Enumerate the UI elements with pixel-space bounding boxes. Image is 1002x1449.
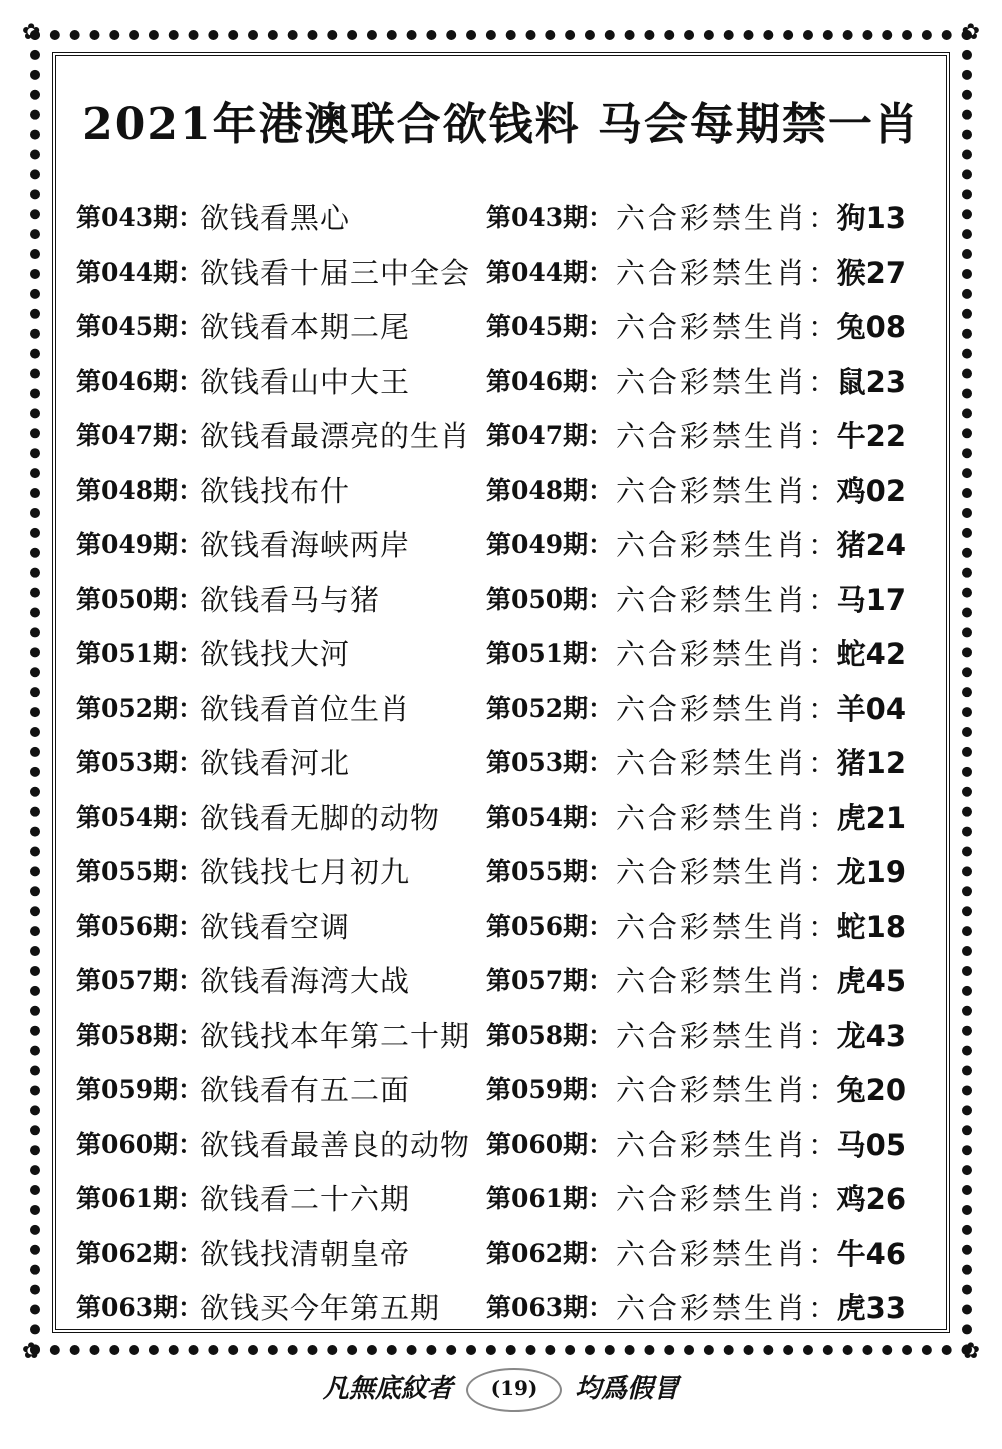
hint-text: 欲钱看最漂亮的生肖 [200,419,471,453]
period-left: 第046期： [76,366,204,396]
period-right: 第058期： [486,1020,614,1050]
forbidden-zodiac-label: 六合彩禁生肖： [616,1182,841,1216]
round-seal-icon [466,1368,562,1412]
list-item [76,1226,906,1281]
period-right: 第062期： [486,1238,614,1268]
period-left: 第043期： [76,203,204,232]
flower-ornament-icon: ✿ [22,20,41,45]
period-list [76,190,906,1335]
list-item [76,1280,906,1335]
forbidden-zodiac-label: 六合彩禁生肖： [616,1291,841,1325]
period-left: 第061期： [76,1184,204,1213]
hint-text: 欲钱看黑心 [200,201,351,235]
hint-text: 欲钱看首位生肖 [200,691,411,726]
period-left: 第057期： [76,966,204,995]
period-left: 第055期： [76,857,204,886]
hint-text: 欲钱找布什 [200,473,351,508]
period-left: 第058期： [76,1020,204,1050]
list-item [76,735,906,790]
zodiac-result: 牛46 [836,1236,906,1271]
list-item [76,408,906,463]
forbidden-zodiac-label: 六合彩禁生肖： [616,255,841,290]
list-item [76,517,906,572]
period-right: 第054期： [486,802,614,832]
zodiac-result: 马17 [836,582,906,617]
page-number: (19) [490,1376,538,1400]
flower-ornament-icon: ✿ [961,1339,980,1364]
list-item [76,790,906,845]
period-right: 第043期： [486,203,614,232]
forbidden-zodiac-label: 六合彩禁生肖： [616,1127,841,1162]
period-left: 第056期： [76,911,204,941]
hint-text: 欲钱看无脚的动物 [200,800,441,835]
forbidden-zodiac-label: 六合彩禁生肖： [616,419,841,453]
footer-notice [0,1368,1002,1412]
zodiac-result: 鸡02 [836,473,906,508]
forbidden-zodiac-label: 六合彩禁生肖： [616,582,841,617]
zodiac-result: 马05 [836,1127,906,1162]
period-left: 第049期： [76,530,204,559]
zodiac-result: 龙19 [836,855,906,889]
forbidden-zodiac-label: 六合彩禁生肖： [616,310,841,344]
period-left: 第060期： [76,1129,204,1159]
zodiac-result: 蛇42 [836,637,906,671]
period-left: 第063期： [76,1293,204,1322]
hint-text: 欲钱看山中大王 [200,364,411,399]
hint-text: 欲钱看有五二面 [200,1073,411,1107]
period-right: 第063期： [486,1293,614,1322]
list-item [76,299,906,354]
zodiac-result: 蛇18 [836,909,906,944]
list-item [76,844,906,899]
zodiac-result: 羊04 [836,691,906,726]
forbidden-zodiac-label: 六合彩禁生肖： [616,909,841,944]
period-left: 第048期： [76,475,204,505]
hint-text: 欲钱找大河 [200,637,351,671]
hint-text: 欲钱看二十六期 [200,1182,411,1216]
list-item [76,1062,906,1117]
period-right: 第047期： [486,421,614,450]
period-left: 第047期： [76,421,204,450]
period-right: 第061期： [486,1184,614,1213]
zodiac-result: 兔20 [836,1073,906,1107]
forbidden-zodiac-label: 六合彩禁生肖： [616,1236,841,1271]
zodiac-result: 龙43 [836,1018,906,1053]
zodiac-result: 鼠23 [836,364,906,399]
forbidden-zodiac-label: 六合彩禁生肖： [616,1073,841,1107]
list-item [76,899,906,954]
period-right: 第057期： [486,966,614,995]
period-left: 第050期： [76,584,204,614]
list-item [76,354,906,409]
hint-text: 欲钱看最善良的动物 [200,1127,471,1162]
zodiac-result: 猪12 [836,746,906,780]
period-right: 第046期： [486,366,614,396]
zodiac-result: 虎45 [836,964,906,998]
forbidden-zodiac-label: 六合彩禁生肖： [616,201,841,235]
period-right: 第048期： [486,475,614,505]
flower-ornament-icon: ✿ [961,20,980,45]
forbidden-zodiac-label: 六合彩禁生肖： [616,691,841,726]
hint-text: 欲钱看马与猪 [200,582,381,617]
zodiac-result: 鸡26 [836,1182,906,1216]
list-item [76,1008,906,1063]
zodiac-result: 虎21 [836,800,906,835]
forbidden-zodiac-label: 六合彩禁生肖： [616,637,841,671]
hint-text: 欲钱看空调 [200,909,351,944]
forbidden-zodiac-label: 六合彩禁生肖： [616,1018,841,1053]
forbidden-zodiac-label: 六合彩禁生肖： [616,800,841,835]
list-item [76,572,906,627]
hint-text: 欲钱看十届三中全会 [200,255,471,290]
zodiac-result: 猴27 [836,255,906,290]
period-right: 第045期： [486,312,614,341]
list-item [76,463,906,518]
zodiac-result: 兔08 [836,310,906,344]
hint-text: 欲钱买今年第五期 [200,1291,441,1325]
footer-text-before: 凡無底紋者 [322,1374,453,1404]
period-left: 第044期： [76,257,204,287]
list-item [76,190,906,245]
flower-ornament-icon: ✿ [22,1339,41,1364]
list-item [76,245,906,300]
period-right: 第052期： [486,693,614,723]
period-right: 第051期： [486,639,614,668]
zodiac-result: 牛22 [836,419,906,453]
forbidden-zodiac-label: 六合彩禁生肖： [616,473,841,508]
period-right: 第049期： [486,530,614,559]
hint-text: 欲钱找本年第二十期 [200,1018,471,1053]
zodiac-result: 虎33 [836,1291,906,1325]
period-right: 第055期： [486,857,614,886]
hint-text: 欲钱找清朝皇帝 [200,1236,411,1271]
hint-text: 欲钱看河北 [200,746,351,780]
list-item [76,681,906,736]
period-left: 第053期： [76,748,204,777]
period-left: 第051期： [76,639,204,668]
period-left: 第059期： [76,1075,204,1104]
zodiac-result: 猪24 [836,528,906,562]
period-right: 第050期： [486,584,614,614]
list-item [76,626,906,681]
hint-text: 欲钱看海湾大战 [200,964,411,998]
period-left: 第054期： [76,802,204,832]
forbidden-zodiac-label: 六合彩禁生肖： [616,964,841,998]
period-right: 第059期： [486,1075,614,1104]
list-item [76,1117,906,1172]
forbidden-zodiac-label: 六合彩禁生肖： [616,746,841,780]
page-title: 2021年港澳联合欲钱料 马会每期禁一肖 [82,99,920,150]
forbidden-zodiac-label: 六合彩禁生肖： [616,528,841,562]
list-item [76,953,906,1008]
period-left: 第045期： [76,312,204,341]
period-left: 第052期： [76,693,204,723]
forbidden-zodiac-label: 六合彩禁生肖： [616,855,841,889]
period-right: 第060期： [486,1129,614,1159]
zodiac-result: 狗13 [836,201,906,235]
forbidden-zodiac-label: 六合彩禁生肖： [616,364,841,399]
footer-text-after: 均爲假冒 [575,1374,680,1404]
hint-text: 欲钱看本期二尾 [200,310,411,344]
hint-text: 欲钱看海峡两岸 [200,528,411,562]
period-right: 第056期： [486,911,614,941]
hint-text: 欲钱找七月初九 [200,855,411,889]
period-right: 第053期： [486,748,614,777]
period-right: 第044期： [486,257,614,287]
period-left: 第062期： [76,1238,204,1268]
list-item [76,1171,906,1226]
